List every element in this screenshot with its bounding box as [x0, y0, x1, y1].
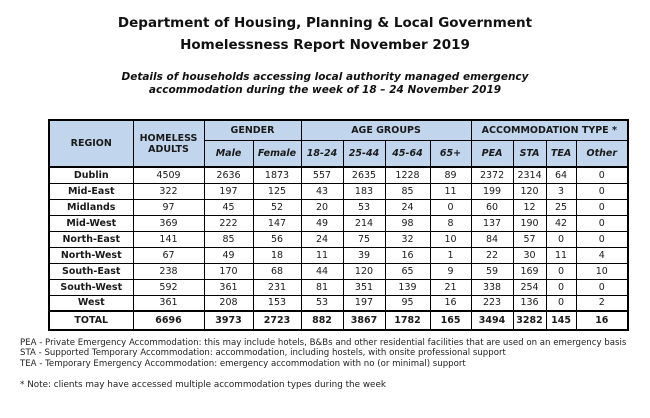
value-cell: 22 [471, 247, 513, 263]
table-row [49, 263, 628, 279]
value-cell: 361 [204, 279, 253, 295]
region-cell: South-West [49, 279, 133, 295]
value-cell: 24 [385, 199, 430, 215]
value-cell: 49 [204, 247, 253, 263]
value-cell: 24 [301, 231, 343, 247]
col-header-age-45-64: 45-64 [385, 140, 430, 167]
region-cell: West [49, 295, 133, 311]
col-header-sta: STA [513, 140, 546, 167]
value-cell: 3 [546, 183, 576, 199]
value-cell: 39 [343, 247, 385, 263]
report-subtitle-line2: accommodation during the week of 18 – 24 November 2019 [148, 84, 502, 96]
footnote-pea: PEA - Private Emergency Accommodation: this may include hotels, B&Bs and other residential facilities that are used on an emergency basis [20, 338, 627, 348]
value-cell: 214 [343, 215, 385, 231]
value-cell: 2 [576, 295, 628, 311]
value-cell: 16 [430, 295, 471, 311]
homelessness-table [48, 119, 629, 331]
value-cell: 16 [385, 247, 430, 263]
value-cell: 53 [343, 199, 385, 215]
value-cell: 52 [253, 199, 301, 215]
value-cell: 30 [513, 247, 546, 263]
report-title-line2: Homelessness Report November 2019 [180, 37, 470, 53]
value-cell: 0 [576, 183, 628, 199]
value-cell: 0 [430, 199, 471, 215]
col-header-female: Female [253, 140, 301, 167]
value-cell: 170 [204, 263, 253, 279]
table-header [49, 120, 628, 167]
table-row [49, 231, 628, 247]
value-cell: 75 [343, 231, 385, 247]
value-cell: 2723 [253, 311, 301, 330]
value-cell: 53 [301, 295, 343, 311]
value-cell: 97 [133, 199, 204, 215]
value-cell: 231 [253, 279, 301, 295]
value-cell: 2635 [343, 167, 385, 183]
col-header-other: Other [576, 140, 628, 167]
value-cell: 85 [385, 183, 430, 199]
value-cell: 2314 [513, 167, 546, 183]
region-cell: North-West [49, 247, 133, 263]
region-cell: Mid-East [49, 183, 133, 199]
col-header-pea: PEA [471, 140, 513, 167]
value-cell: 84 [471, 231, 513, 247]
table-row [49, 167, 628, 183]
value-cell: 68 [253, 263, 301, 279]
region-cell: South-East [49, 263, 133, 279]
value-cell: 3494 [471, 311, 513, 330]
value-cell: 95 [385, 295, 430, 311]
value-cell: 81 [301, 279, 343, 295]
value-cell: 169 [513, 263, 546, 279]
col-group-gender: GENDER [204, 120, 301, 140]
table-row [49, 279, 628, 295]
table-row [49, 183, 628, 199]
value-cell: 0 [546, 295, 576, 311]
value-cell: 147 [253, 215, 301, 231]
value-cell: 183 [343, 183, 385, 199]
value-cell: 85 [204, 231, 253, 247]
value-cell: 10 [576, 263, 628, 279]
table-row [49, 247, 628, 263]
value-cell: 0 [576, 199, 628, 215]
value-cell: 141 [133, 231, 204, 247]
value-cell: 361 [133, 295, 204, 311]
value-cell: 0 [546, 279, 576, 295]
value-cell: 32 [385, 231, 430, 247]
value-cell: 0 [576, 215, 628, 231]
value-cell: 8 [430, 215, 471, 231]
value-cell: 222 [204, 215, 253, 231]
value-cell: 11 [301, 247, 343, 263]
value-cell: 56 [253, 231, 301, 247]
value-cell: 0 [546, 231, 576, 247]
col-header-tea: TEA [546, 140, 576, 167]
value-cell: 60 [471, 199, 513, 215]
table-row [49, 295, 628, 311]
region-cell: Dublin [49, 167, 133, 183]
report-subtitle-line1: Details of households accessing local authority managed emergency [121, 71, 529, 83]
value-cell: 11 [546, 247, 576, 263]
value-cell: 120 [513, 183, 546, 199]
table-row [49, 215, 628, 231]
value-cell: 98 [385, 215, 430, 231]
value-cell: 1873 [253, 167, 301, 183]
value-cell: 136 [513, 295, 546, 311]
value-cell: 199 [471, 183, 513, 199]
value-cell: 64 [546, 167, 576, 183]
value-cell: 190 [513, 215, 546, 231]
value-cell: 67 [133, 247, 204, 263]
value-cell: 139 [385, 279, 430, 295]
col-header-age-18-24: 18-24 [301, 140, 343, 167]
value-cell: 43 [301, 183, 343, 199]
value-cell: 89 [430, 167, 471, 183]
region-cell: Mid-West [49, 215, 133, 231]
value-cell: 3282 [513, 311, 546, 330]
col-header-age-25-44: 25-44 [343, 140, 385, 167]
table-row [49, 199, 628, 215]
value-cell: 351 [343, 279, 385, 295]
footnote-tea: TEA - Temporary Emergency Accommodation: emergency accommodation with no (or minimal) support [20, 358, 466, 369]
value-cell: 12 [513, 199, 546, 215]
col-group-accommodation: ACCOMMODATION TYPE * [471, 120, 628, 140]
value-cell: 42 [546, 215, 576, 231]
value-cell: 21 [430, 279, 471, 295]
col-header-homeless-adults: HOMELESS ADULTS [133, 120, 204, 167]
value-cell: 57 [513, 231, 546, 247]
value-cell: 4 [576, 247, 628, 263]
value-cell: 592 [133, 279, 204, 295]
value-cell: 125 [253, 183, 301, 199]
value-cell: 369 [133, 215, 204, 231]
value-cell: 6696 [133, 311, 204, 330]
value-cell: 18 [253, 247, 301, 263]
value-cell: 208 [204, 295, 253, 311]
value-cell: 0 [576, 231, 628, 247]
header-group-row [49, 120, 628, 140]
asterisk-note: * Note: clients may have accessed multiple accommodation types during the week [20, 380, 386, 391]
value-cell: 238 [133, 263, 204, 279]
value-cell: 197 [343, 295, 385, 311]
value-cell: 10 [430, 231, 471, 247]
region-cell: Midlands [49, 199, 133, 215]
value-cell: 45 [204, 199, 253, 215]
value-cell: 0 [576, 167, 628, 183]
footnotes-block [20, 338, 650, 369]
value-cell: 322 [133, 183, 204, 199]
value-cell: 557 [301, 167, 343, 183]
value-cell: 2636 [204, 167, 253, 183]
report-title-line1: Department of Housing, Planning & Local Government [117, 15, 533, 31]
value-cell: 0 [546, 263, 576, 279]
footnote-sta: STA - Supported Temporary Accommodation: accommodation, including hostels, with onsite professional support [20, 348, 506, 359]
value-cell: 3973 [204, 311, 253, 330]
table-body [49, 167, 628, 330]
value-cell: 145 [546, 311, 576, 330]
value-cell: 44 [301, 263, 343, 279]
value-cell: 338 [471, 279, 513, 295]
value-cell: 2372 [471, 167, 513, 183]
value-cell: 3867 [343, 311, 385, 330]
value-cell: 16 [576, 311, 628, 330]
value-cell: 1 [430, 247, 471, 263]
col-group-age: AGE GROUPS [301, 120, 471, 140]
region-cell: North-East [49, 231, 133, 247]
value-cell: 4509 [133, 167, 204, 183]
value-cell: 153 [253, 295, 301, 311]
value-cell: 9 [430, 263, 471, 279]
value-cell: 254 [513, 279, 546, 295]
value-cell: 882 [301, 311, 343, 330]
value-cell: 11 [430, 183, 471, 199]
value-cell: 165 [430, 311, 471, 330]
value-cell: 120 [343, 263, 385, 279]
value-cell: 65 [385, 263, 430, 279]
value-cell: 1228 [385, 167, 430, 183]
value-cell: 0 [576, 279, 628, 295]
value-cell: 1782 [385, 311, 430, 330]
value-cell: 20 [301, 199, 343, 215]
value-cell: 59 [471, 263, 513, 279]
col-header-age-65plus: 65+ [430, 140, 471, 167]
value-cell: 49 [301, 215, 343, 231]
value-cell: 25 [546, 199, 576, 215]
col-header-male: Male [204, 140, 253, 167]
total-row [49, 311, 628, 330]
value-cell: 137 [471, 215, 513, 231]
col-header-region: REGION [49, 120, 133, 167]
value-cell: 223 [471, 295, 513, 311]
region-cell: TOTAL [49, 311, 133, 330]
value-cell: 197 [204, 183, 253, 199]
